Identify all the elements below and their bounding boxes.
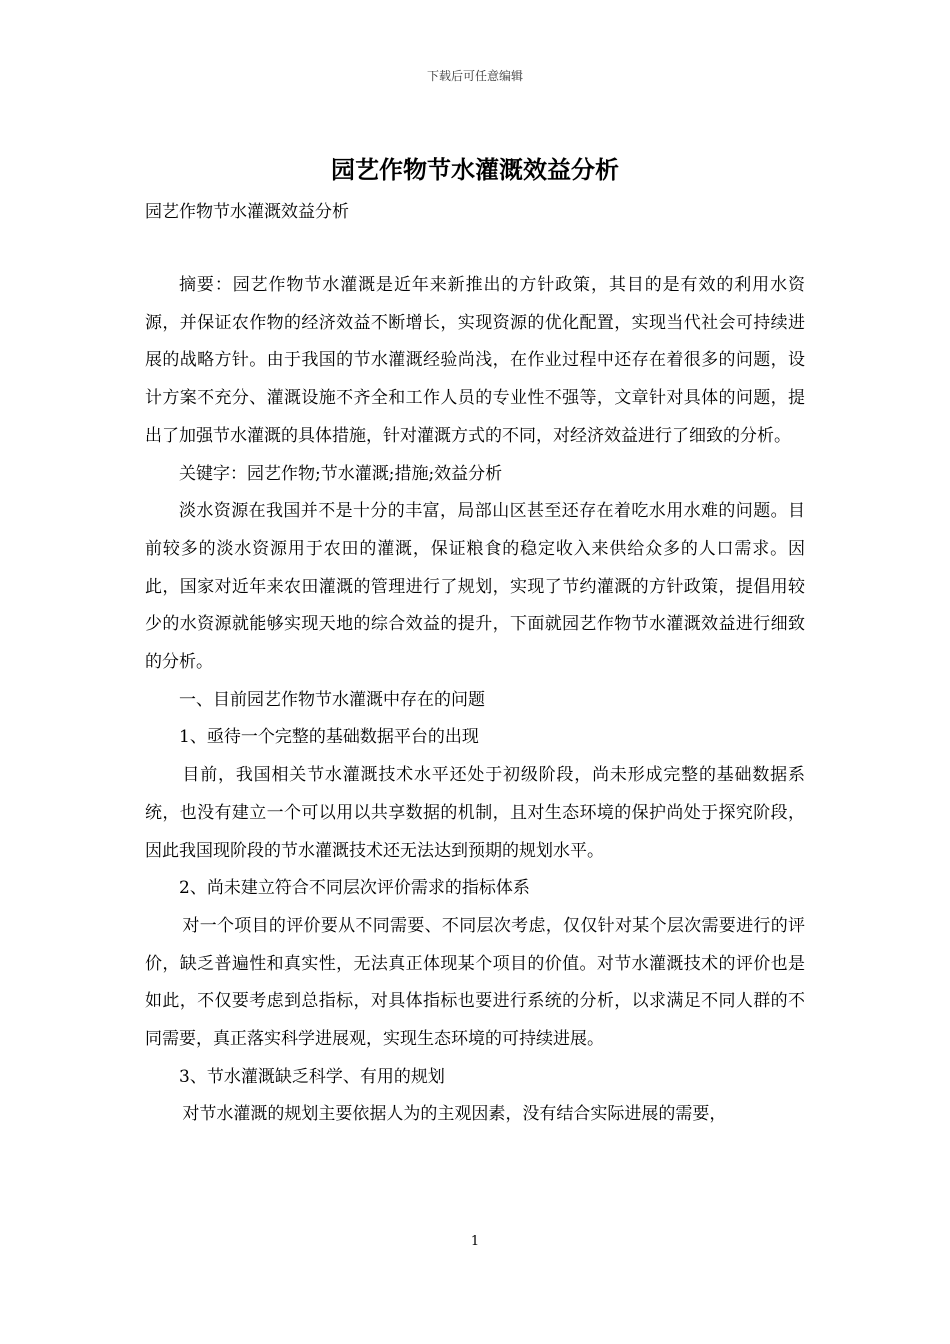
abstract-paragraph: 摘要：园艺作物节水灌溉是近年来新推出的方针政策，其目的是有效的利用水资源，并保证农作物的经济效益不断增长，实现资源的优化配置，实现当代社会可持续进展的战略方针。由于我国的节水灌溉经验尚浅，在作业过程中还存在着很多的问题，设计方案不充分、灌溉设施不齐全和工作人员的专业性不强等，文章针对具体的问题，提出了加强节水灌溉的具体措施，针对灌溉方式的不同，对经济效益进行了细致的分析。 bbox=[145, 275, 805, 446]
subsection-heading: 2、尚未建立符合不同层次评价需求的指标体系 bbox=[179, 878, 530, 899]
keywords-paragraph: 关键字：园艺作物;节水灌溉;措施;效益分析 bbox=[179, 463, 503, 484]
document-title: 园艺作物节水灌溉效益分析 bbox=[331, 155, 619, 184]
body-paragraph: 目前，我国相关节水灌溉技术水平还处于初级阶段，尚未形成完整的基础数据系统，也没有建立一个可以用以共享数据的机制，且对生态环境的保护尚处于探究阶段，因此我国现阶段的节水灌溉技术还无法达到预期的规划水平。 bbox=[145, 765, 805, 861]
page-header-note: 下载后可任意编辑 bbox=[426, 69, 523, 83]
document-body bbox=[145, 267, 805, 1134]
section-heading: 一、目前园艺作物节水灌溉中存在的问题 bbox=[179, 689, 485, 710]
intro-paragraph: 淡水资源在我国并不是十分的丰富，局部山区甚至还存在着吃水用水难的问题。目前较多的淡水资源用于农田的灌溉，保证粮食的稳定收入来供给众多的人口需求。因此，国家对近年来农田灌溉的管理进行了规划，实现了节约灌溉的方针政策，提倡用较少的水资源就能够实现天地的综合效益的提升，下面就园艺作物节水灌溉效益进行细致的分析。 bbox=[145, 501, 805, 673]
subsection-heading: 1、亟待一个完整的基础数据平台的出现 bbox=[179, 727, 479, 748]
body-paragraph: 对节水灌溉的规划主要依据人为的主观因素，没有结合实际进展的需要， bbox=[182, 1104, 727, 1125]
body-paragraph: 对一个项目的评价要从不同需要、不同层次考虑，仅仅针对某个层次需要进行的评价，缺乏普遍性和真实性，无法真正体现某个项目的价值。对节水灌溉技术的评价也是如此，不仅要考虑到总指标，对具体指标也要进行系统的分析，以求满足不同人群的不同需要，真正落实科学进展观，实现生态环境的可持续进展。 bbox=[145, 915, 805, 1050]
document-subtitle: 园艺作物节水灌溉效益分析 bbox=[145, 202, 349, 222]
subsection-heading: 3、节水灌溉缺乏科学、有用的规划 bbox=[179, 1066, 445, 1087]
page-number: 1 bbox=[470, 1234, 480, 1249]
